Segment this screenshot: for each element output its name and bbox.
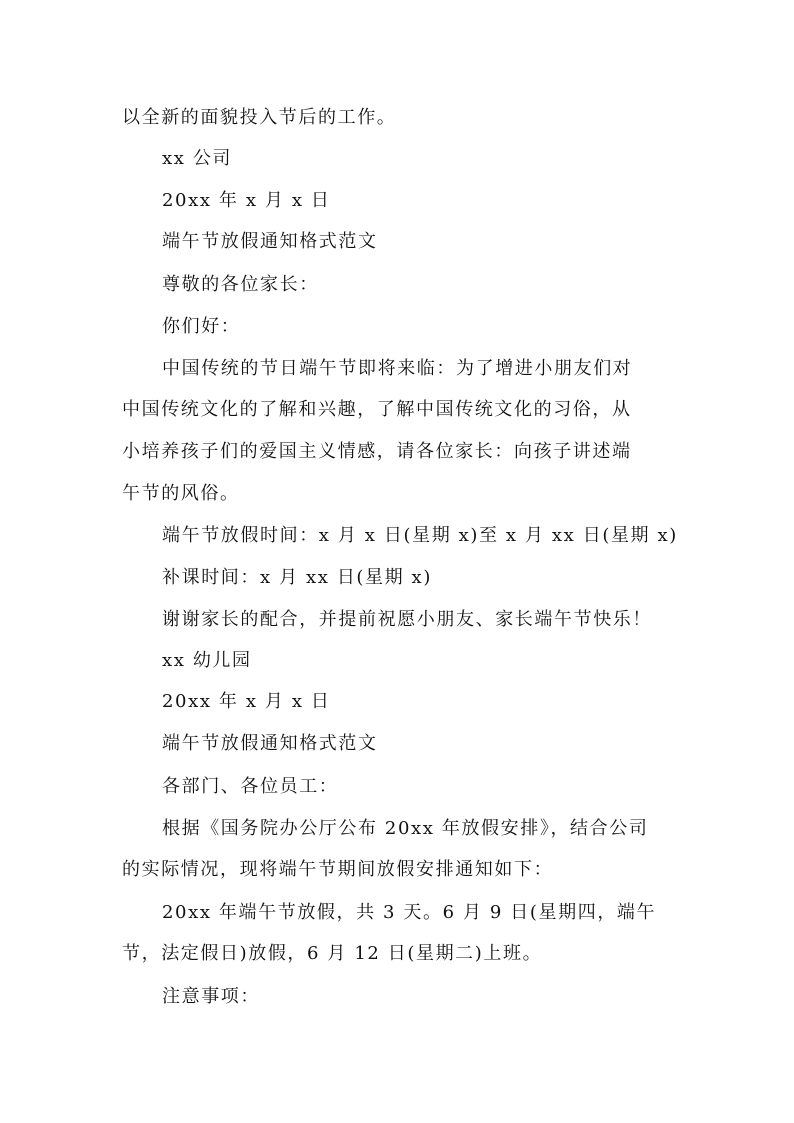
text-line: 以全新的面貌投入节后的工作。 (122, 107, 397, 128)
signature-date: 20xx 年 x 月 x 日 (162, 190, 331, 211)
signature-company: xx 公司 (162, 148, 233, 169)
paragraph-line: 中国传统的节日端午节即将来临：为了增进小朋友们对 (162, 358, 633, 379)
thanks-line: 谢谢家长的配合，并提前祝愿小朋友、家长端午节快乐！ (162, 609, 652, 630)
signature-kindergarten: xx 幼儿园 (162, 650, 252, 671)
greeting: 你们好： (162, 316, 241, 337)
makeup-class-time: 补课时间：x 月 xx 日(星期 x) (162, 567, 432, 588)
paragraph-line: 节，法定假日)放假，6 月 12 日(星期二)上班。 (122, 943, 543, 964)
paragraph-line: 午节的风俗。 (122, 483, 240, 504)
paragraph-line: 根据《国务院办公厅公布 20xx 年放假安排》，结合公司 (162, 818, 649, 839)
salutation: 各部门、各位员工： (162, 776, 339, 797)
section-title: 端午节放假通知格式范文 (162, 733, 378, 754)
paragraph-line: 的实际情况，现将端午节期间放假安排通知如下： (122, 859, 554, 880)
salutation: 尊敬的各位家长： (162, 274, 319, 295)
holiday-time: 端午节放假时间：x 月 x 日(星期 x)至 x 月 xx 日(星期 x) (162, 525, 678, 546)
paragraph-line: 20xx 年端午节放假，共 3 天。6 月 9 日(星期四，端午 (162, 902, 657, 923)
signature-date: 20xx 年 x 月 x 日 (162, 691, 331, 712)
paragraph-line: 小培养孩子们的爱国主义情感，请各位家长：向孩子讲述端 (122, 441, 632, 462)
notes-heading: 注意事项： (162, 986, 260, 1007)
paragraph-line: 中国传统文化的了解和兴趣，了解中国传统文化的习俗，从 (122, 399, 632, 420)
section-title: 端午节放假通知格式范文 (162, 231, 378, 252)
